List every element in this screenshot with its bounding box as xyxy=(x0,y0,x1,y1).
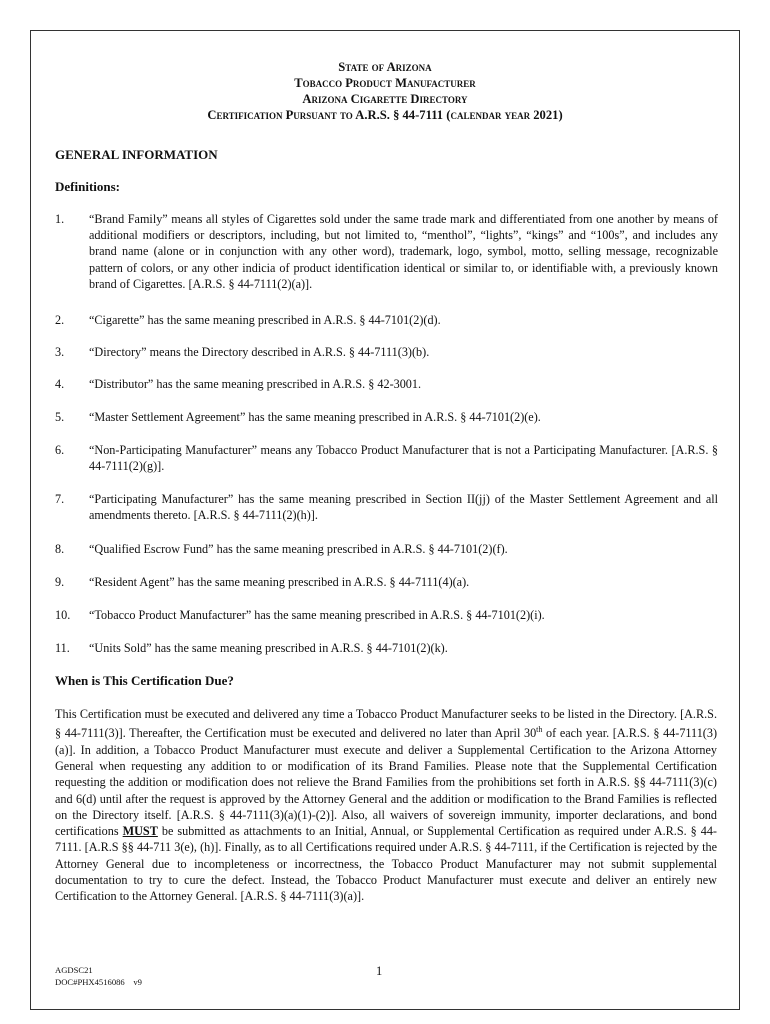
footer-doc-code: AGDSC21 xyxy=(55,965,93,975)
definition-item xyxy=(55,442,718,474)
definition-text: “Non-Participating Manufacturer” means any Tobacco Product Manufacturer that is not a Participating Manufacturer. [A.R.S. § 44-7111(2)(g)]. xyxy=(89,443,718,474)
definition-number: 10. xyxy=(55,608,71,622)
header-certification xyxy=(31,107,739,123)
definition-number: 8. xyxy=(55,542,65,556)
definition-text: “Participating Manufacturer” has the same meaning prescribed in Section II(jj) of the Master Settlement Agreement and all amendments thereto. [A.R.S. § 44-7111(2)(h)]. xyxy=(89,492,718,523)
due-text-superscript: th xyxy=(536,725,543,735)
definition-number: 9. xyxy=(55,575,65,589)
footer-version: v9 xyxy=(133,977,142,987)
definition-item xyxy=(55,409,718,425)
definition-item xyxy=(55,541,718,557)
definition-number: 1. xyxy=(55,212,65,226)
document-page xyxy=(30,30,740,1010)
definition-number: 7. xyxy=(55,492,65,506)
header-cert-prefix: Certification Pursuant to xyxy=(207,108,353,122)
footer-doc-number-line xyxy=(55,976,142,988)
header-directory: Arizona Cigarette Directory xyxy=(302,92,468,106)
due-text-part3: be submitted as attachments to an Initial, Annual, or Supplemental Certification as required under A.R.S. § 44-7111. [A.R.S §§ 44-711 3(e), (h)]. Finally, as to all Certifications required under A.R.S. § 44-7111, if the Certification is rejected by the Attorney General due to incompleteness or incorrectness, the Tobacco Product Manufacturer may not submit supplemental documentation to try to cure the defect. Instead, the Tobacco Product Manufacturer must execute and deliver an entirely new Certification to the Attorney General. [A.R.S. § 44-7111(3)(a)]. xyxy=(55,824,717,904)
definition-number: 3. xyxy=(55,345,65,359)
due-text-part2: of each year. [A.R.S. § 44-7111(3)(a)]. In addition, a Tobacco Product Manufacturer must execute and deliver a Supplemental Certification to the Arizona Attorney General when requesting any addition to or modification of its Brand Families. Please note that the Supplemental Certification requesting the addition or modification does not relieve the Brand Families from the prohibitions set forth in A.R.S. §§ 44-7111(3)(c) and 6(d) until after the request is approved by the Attorney General and the addition or modification to the Brand Families is reflected on the Directory itself. [A.R.S. § 44-7111(3)(a)(1)-(2)]. Also, all waivers of sovereign immunity, importer declarations, and bond certifications xyxy=(55,726,717,839)
definition-text: “Directory” means the Directory described in A.R.S. § 44-7111(3)(b). xyxy=(89,345,430,359)
definition-text: “Units Sold” has the same meaning prescribed in A.R.S. § 44-7101(2)(k). xyxy=(89,641,448,655)
definition-text: “Brand Family” means all styles of Cigarettes sold under the same trade mark and differentiated from one another by means of additional modifiers or descriptors, including, but not limited to, “menthol”, “lights”, “kings” and “100s”, and includes any brand name (alone or in conjunction with any other word), trademark, logo, symbol, motto, selling message, recognizable pattern of colors, or any other indicia of product identification identical or similar to, or identifiable with, a previously known brand of Cigarettes. [A.R.S. § 44-7111(2)(a)]. xyxy=(89,212,718,291)
definition-number: 5. xyxy=(55,410,65,424)
definition-text: “Master Settlement Agreement” has the same meaning prescribed in A.R.S. § 44-7101(2)(e). xyxy=(89,410,541,424)
document-footer xyxy=(55,964,142,988)
page-number: 1 xyxy=(376,964,383,978)
definition-text: “Resident Agent” has the same meaning prescribed in A.R.S. § 44-7111(4)(a). xyxy=(89,575,470,589)
header-state: State of Arizona xyxy=(338,60,432,74)
definition-item xyxy=(55,312,718,328)
definition-text: “Cigarette” has the same meaning prescribed in A.R.S. § 44-7101(2)(d). xyxy=(89,313,441,327)
certification-due-heading: When is This Certification Due? xyxy=(55,673,234,688)
definition-item xyxy=(55,344,718,360)
definition-text: “Tobacco Product Manufacturer” has the same meaning prescribed in A.R.S. § 44-7101(2)(i). xyxy=(89,608,545,622)
definition-number: 2. xyxy=(55,313,65,327)
due-text-part1: This Certification must be executed and delivered any time a Tobacco Product Manufacturer seeks to be listed in the Directory. [A.R.S. § 44-7111(3)]. Thereafter, the Certification must be executed and delivered no later than April 30 xyxy=(55,707,717,741)
certification-due-paragraph xyxy=(55,706,717,905)
definition-number: 6. xyxy=(55,443,65,457)
definition-item xyxy=(55,574,718,590)
definition-item xyxy=(55,607,718,623)
definition-item xyxy=(55,640,718,656)
definition-text: “Qualified Escrow Fund” has the same meaning prescribed in A.R.S. § 44-7101(2)(f). xyxy=(89,542,508,556)
header-cert-statute: A.R.S. § 44-7111 xyxy=(355,108,444,122)
definition-item xyxy=(55,491,718,523)
definition-number: 4. xyxy=(55,377,65,391)
general-information-heading: GENERAL INFORMATION xyxy=(55,147,218,162)
definition-number: 11. xyxy=(55,641,70,655)
header-cert-year: (calendar year 2021) xyxy=(446,108,563,122)
must-emphasis: MUST xyxy=(122,824,158,839)
header-manufacturer: Tobacco Product Manufacturer xyxy=(294,76,476,90)
definitions-heading: Definitions: xyxy=(55,179,120,194)
document-header xyxy=(31,59,739,123)
definition-item xyxy=(55,376,718,392)
footer-doc-number: DOC#PHX4516086 xyxy=(55,977,125,987)
definition-text: “Distributor” has the same meaning prescribed in A.R.S. § 42-3001. xyxy=(89,377,422,391)
definition-item xyxy=(55,211,718,292)
